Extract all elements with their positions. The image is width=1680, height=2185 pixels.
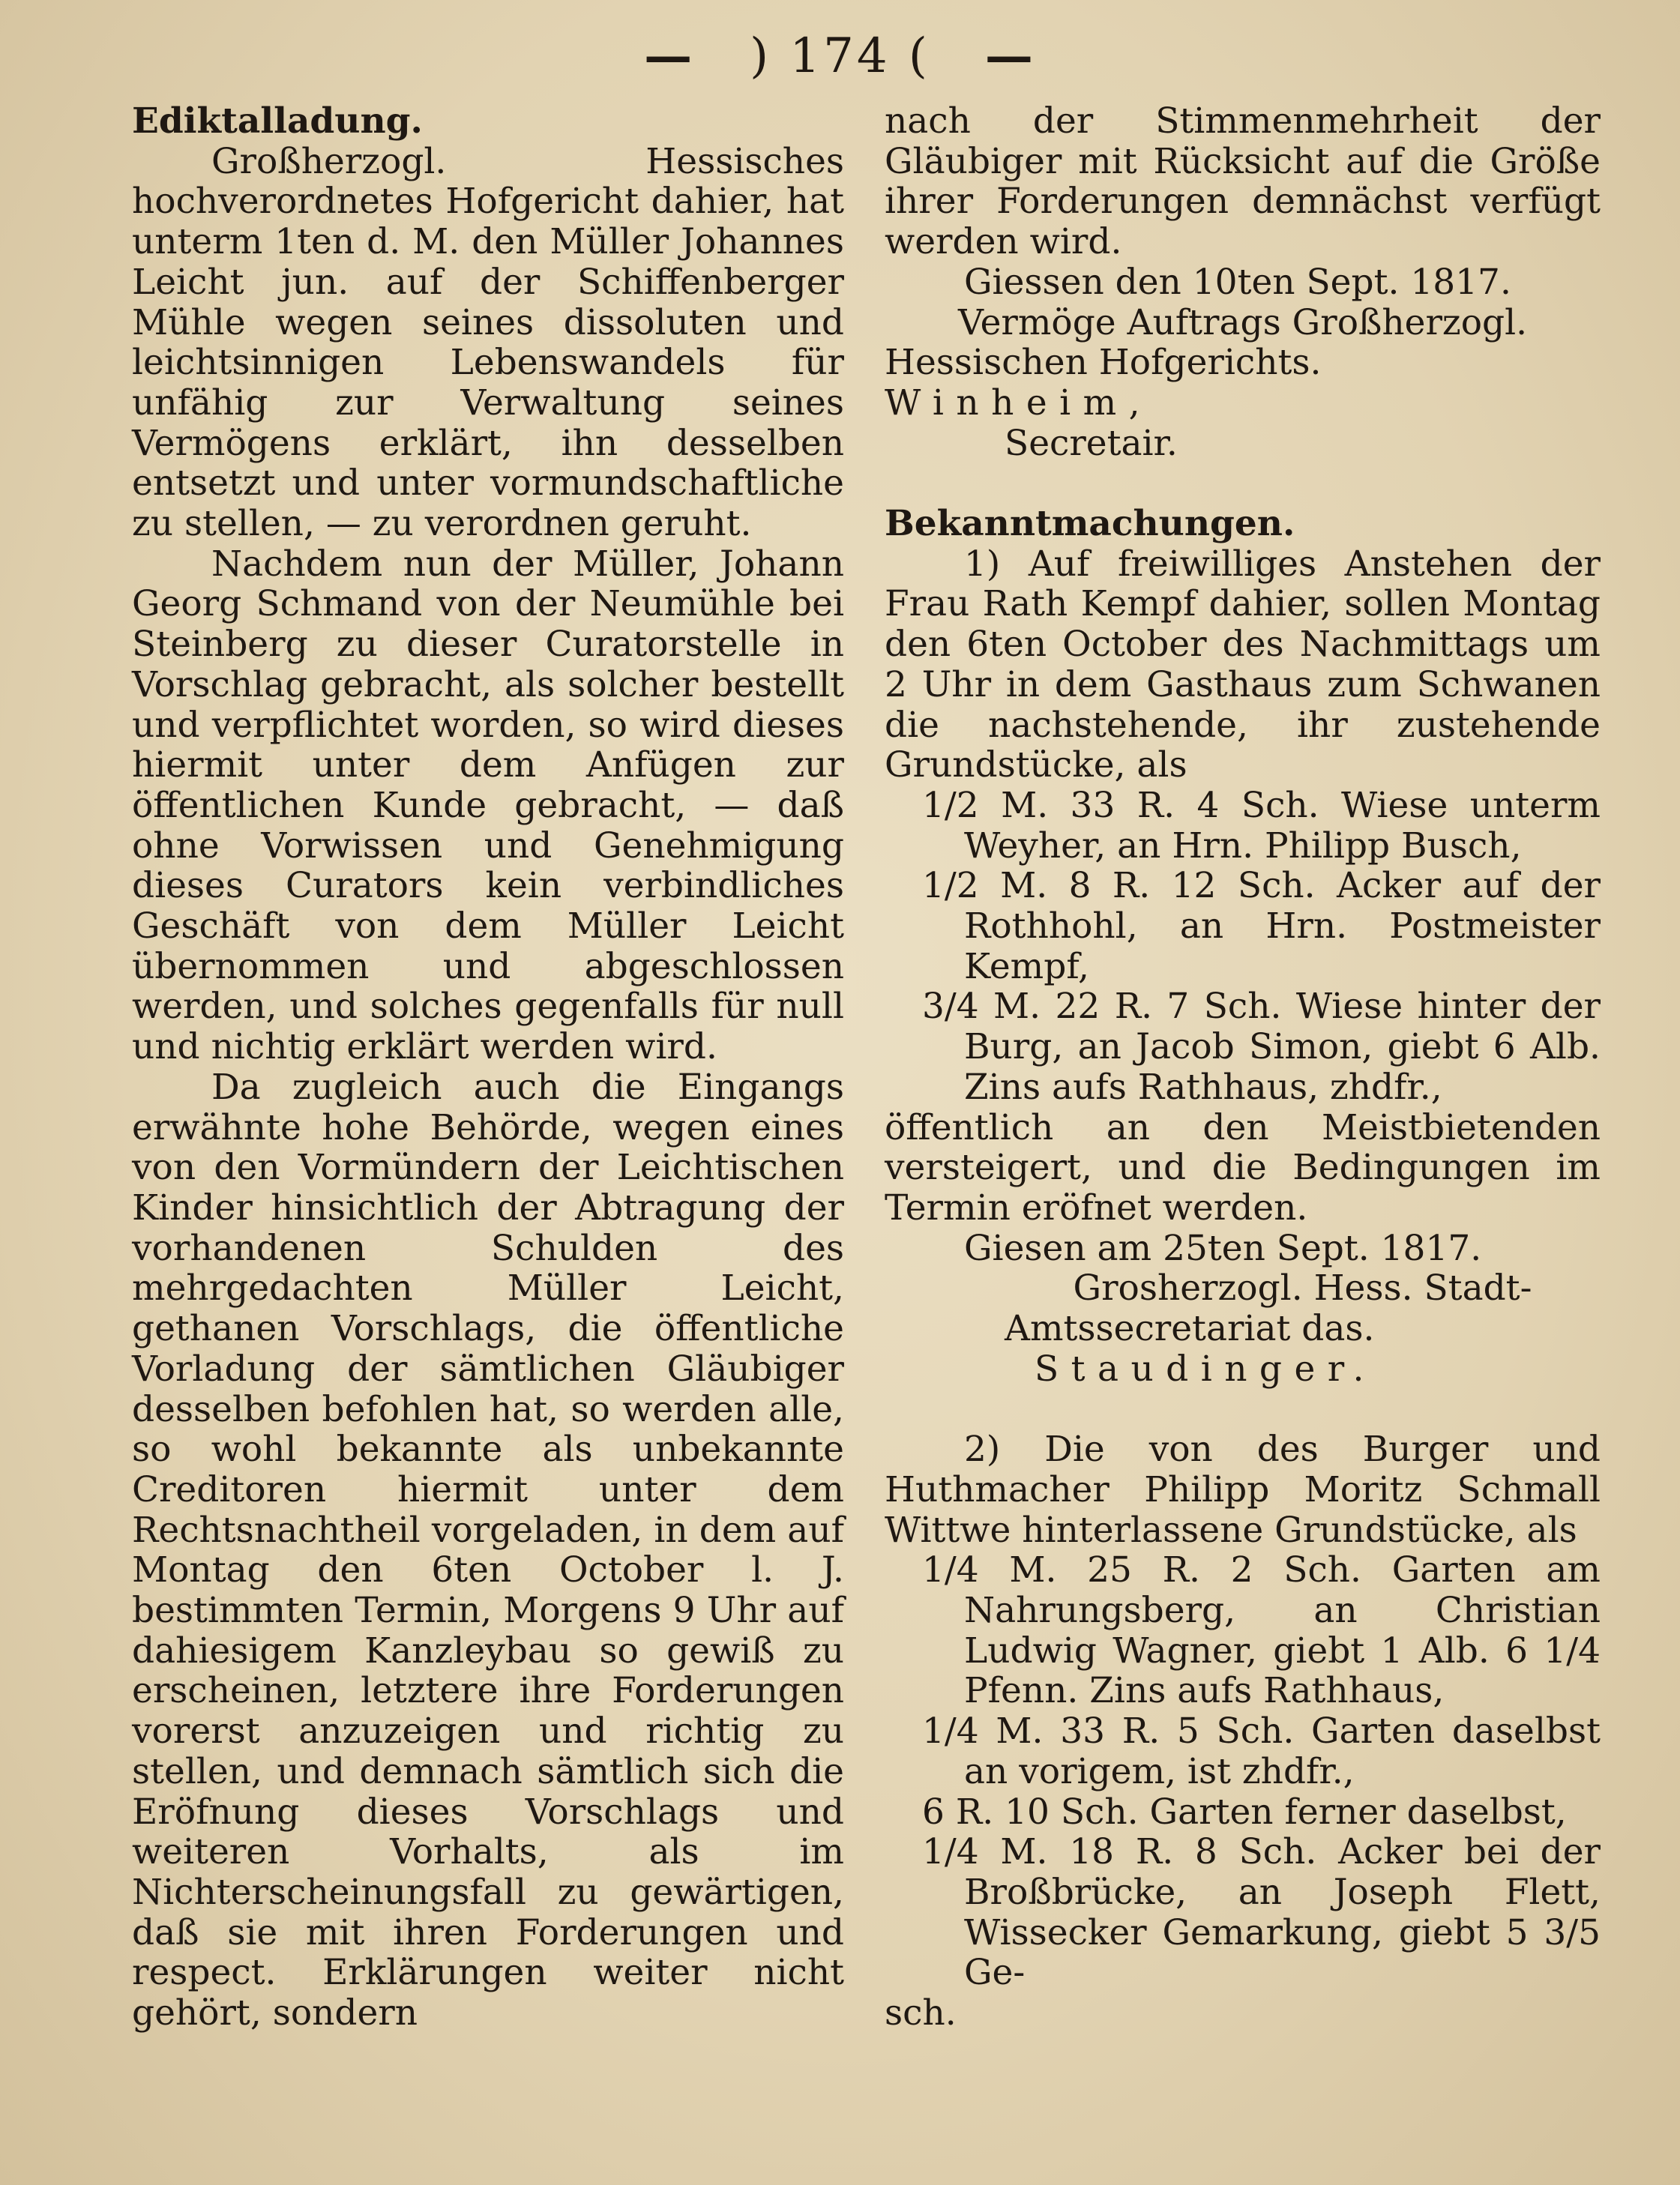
announcements-heading: Bekanntmachungen. xyxy=(885,503,1295,545)
edict-heading: Ediktalladung. xyxy=(132,100,423,142)
edict-signatory: Winheim, xyxy=(885,382,1153,424)
notice-1-item: 3/4 M. 22 R. 7 Sch. Wiese hinter der Burg, an Jacob Simon, giebt 6 Alb. Zins aufs Rathhaus, zhdfr., xyxy=(922,986,1601,1108)
header-dash-right: — xyxy=(984,28,1036,84)
edict-continuation: nach der Stimmenmehrheit der Gläubiger mit Rücksicht auf die Größe ihrer Forderungen demnächst verfügt werden wird. xyxy=(885,100,1601,263)
catchword: sch. xyxy=(885,1992,957,2034)
notice-1-tail: öffentlich an den Meistbietenden versteigert, und die Bedingungen im Termin eröfnet werden. xyxy=(885,1106,1601,1229)
spacer xyxy=(885,463,1601,504)
notice-2-item: 1/4 M. 33 R. 5 Sch. Garten daselbst an vorigem, ist zhdfr., xyxy=(922,1711,1601,1792)
notice-2-item: 1/4 M. 25 R. 2 Sch. Garten am Nahrungsberg, an Christian Ludwig Wagner, giebt 1 Alb. 6 1/4 Pfenn. Zins aufs Rathhaus, xyxy=(922,1549,1601,1712)
notice-1-date: Giesen am 25ten Sept. 1817. xyxy=(964,1227,1482,1269)
edict-date: Giessen den 10ten Sept. 1817. xyxy=(964,261,1511,303)
spacer xyxy=(885,1389,1601,1429)
edict-authority: Vermöge Auftrags Großherzogl. Hessischen Hofgerichts. xyxy=(885,301,1528,384)
edict-paragraph-2: Nachdem nun der Müller, Johann Georg Schmand von der Neumühle bei Steinberg zu dieser Curatorstelle in Vorschlag gebracht, als solcher bestellt und verpflichtet worden, so wird dieses hiermit unter dem Anfügen zur öffentlichen Kunde gebracht, — daß ohne Vorwissen und Genehmigung dieses Curators kein verbindliches Geschäft von dem Müller Leicht übernommen und abgeschlossen werden, und solches gegenfalls für null und nichtig erklärt werden wird. xyxy=(132,543,844,1068)
notice-1-item: 1/2 M. 8 R. 12 Sch. Acker auf der Rothhohl, an Hrn. Postmeister Kempf, xyxy=(922,865,1601,987)
edict-paragraph-3: Da zugleich auch die Eingangs erwähnte hohe Behörde, wegen eines von den Vormündern der Leichtischen Kinder hinsichtlich der Abtragung der vorhandenen Schulden des mehrgedachten Müller Leicht, gethanen Vorschlags, die öffentliche Vorladung der sämtlichen Gläubiger desselben befohlen hat, so werden alle, so wohl bekannte als unbekannte Creditoren hiermit unter dem Rechtsnachtheil vorgeladen, in dem auf Montag den 6ten October l. J. bestimmten Termin, Morgens 9 Uhr auf dahiesigem Kanzleybau so gewiß zu erscheinen, letztere ihre Forderungen vorerst anzuzeigen und richtig zu stellen, und demnach sämtlich sich die Eröfnung dieses Vorschlags und weiteren Vorhalts, als im Nichterscheinungsfall zu gewärtigen, daß sie mit ihren Forderungen und respect. Erklärungen weiter nicht gehört, sondern xyxy=(132,1066,844,2034)
header-dash-left: — xyxy=(644,28,696,84)
notice-2-intro: 2) Die von des Burger und Huthmacher Philipp Moritz Schmall Wittwe hinterlassene Grundstücke, als xyxy=(885,1429,1601,1551)
right-column xyxy=(885,101,1601,2034)
left-column xyxy=(132,101,844,2034)
edict-signatory-title: Secretair. xyxy=(1005,422,1178,464)
notice-1-intro: 1) Auf freiwilliges Anstehen der Frau Rath Kempf dahier, sollen Montag den 6ten October des Nachmittags um 2 Uhr in dem Gasthaus zum Schwanen die nachstehende, ihr zustehende Grundstücke, als xyxy=(885,543,1601,786)
notice-1-authority: Grosherzogl. Hess. Stadt-Amtssecretariat das. xyxy=(1005,1268,1532,1350)
notice-1-signatory: Staudinger. xyxy=(1035,1348,1376,1390)
page-number: ) 174 ( xyxy=(750,28,930,84)
page-header xyxy=(0,22,1680,90)
notice-1-item: 1/2 M. 33 R. 4 Sch. Wiese unterm Weyher, an Hrn. Philipp Busch, xyxy=(922,784,1601,867)
notice-2-item: 6 R. 10 Sch. Garten ferner daselbst, xyxy=(922,1791,1567,1833)
edict-paragraph-1: Großherzogl. Hessisches hochverordnetes Hofgericht dahier, hat unterm 1ten d. M. den Müller Johannes Leicht jun. auf der Schiffenberger Mühle wegen seines dissoluten und leichtsinnigen Lebenswandels für unfähig zur Verwaltung seines Vermögens erklärt, ihn desselben entsetzt und unter vormundschaftliche zu stellen, — zu verordnen geruht. xyxy=(132,140,844,545)
notice-2-item: 1/4 M. 18 R. 8 Sch. Acker bei der Broßbrücke, an Joseph Flett, Wissecker Gemarkung, giebt 5 3/5 Ge- xyxy=(922,1831,1601,1994)
